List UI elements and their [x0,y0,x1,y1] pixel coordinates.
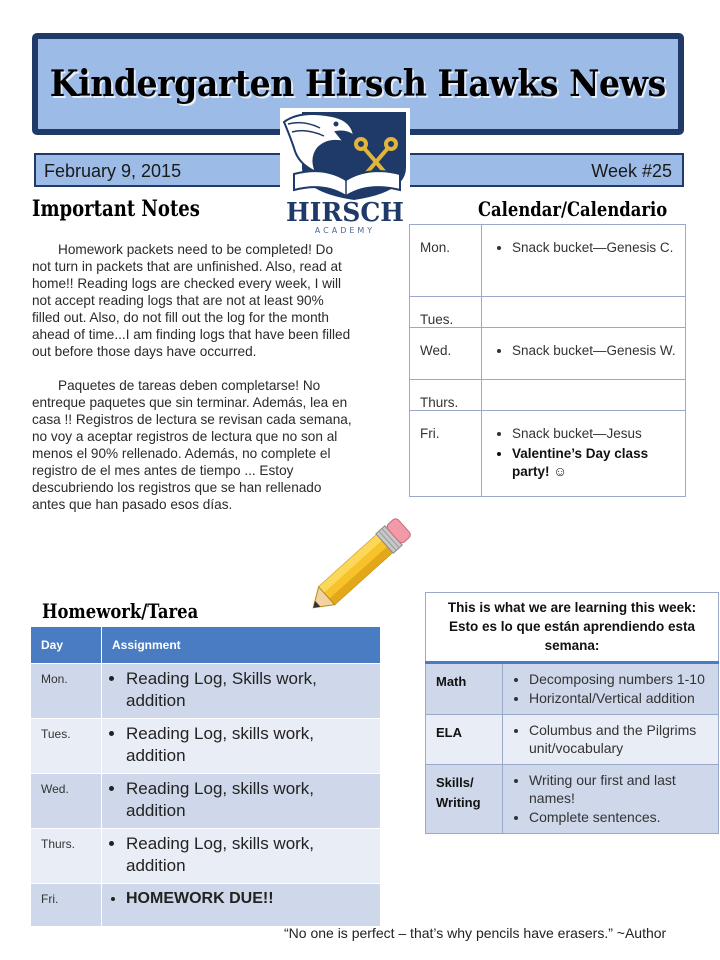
learning-row [426,663,719,715]
learning-topic-list [503,771,712,826]
homework-col-day: Day [31,627,102,664]
calendar-event: • Snack bucket—Genesis W. [512,342,679,360]
homework-assignment: • Reading Log, skills work, addition [126,778,376,822]
logo-subtitle: ACADEMY [314,226,376,235]
calendar-event-list [482,342,679,360]
learning-row [426,715,719,765]
hirsch-academy-logo [280,108,410,236]
homework-assignment-cell [102,884,381,927]
homework-day: Mon. [31,664,102,719]
homework-row [31,774,381,829]
calendar-row [410,380,686,411]
newsletter-title: Kindergarten Hirsch Hawks News [49,63,667,105]
learning-topic: • Columbus and the Pilgrims unit/vocabulary [529,721,712,757]
homework-assignment: • Reading Log, skills work, addition [126,723,376,767]
homework-assignment: • Reading Log, skills work, addition [126,833,376,877]
notes-paragraph-spanish: Paquetes de tareas deben completarse! No entreque paquetes que sin terminar. Además, lea en casa !! Registros de lectura se revisan cada semana, no voy a aceptar registros de lectura que no son al menos el 90% rellenado. Además, no complete el registro de el mes antes de tiempo ... Estoy descubriendo los registros que se han rellenado antes que han pasado esos días. [32,378,352,512]
learning-header-english: This is what we are learning this week: [447,600,697,615]
calendar-events [482,297,686,328]
homework-assignment-cell [102,664,381,719]
learning-topic: • Decomposing numbers 1-10 [529,670,712,688]
calendar-day: Thurs. [410,380,482,411]
calendar-day: Mon. [410,225,482,297]
week-number: Week #25 [591,161,672,181]
homework-day: Fri. [31,884,102,927]
calendar-table [409,224,686,497]
learning-topic-list [503,721,712,757]
homework-assignment-list [108,888,376,910]
learning-topics [503,765,719,834]
calendar-heading: Calendar/Calendario [478,197,668,221]
calendar-events [482,225,686,297]
calendar-event-list [482,425,679,481]
important-notes-body [32,241,354,530]
homework-assignment-list [108,668,376,712]
homework-row [31,829,381,884]
learning-topics [503,663,719,715]
homework-row [31,884,381,927]
learning-topic-list [503,670,712,707]
calendar-row [410,411,686,497]
learning-subject: ELA [426,715,503,765]
homework-assignment-list [108,778,376,822]
pencil-icon [298,510,422,625]
calendar-event: • Snack bucket—Jesus [512,425,679,443]
calendar-row [410,328,686,380]
issue-date: February 9, 2015 [44,161,182,181]
homework-row [31,664,381,719]
learning-topic: • Writing our first and last names! [529,771,712,807]
footer-quote: “No one is perfect – that’s why pencils have erasers.” ~Author [284,925,667,941]
homework-assignment: • HOMEWORK DUE!! [126,888,376,910]
homework-assignment-list [108,833,376,877]
hawk-crest-icon [280,108,410,236]
calendar-day: Tues. [410,297,482,328]
homework-assignment: • Reading Log, Skills work, addition [126,668,376,712]
learning-subject: Math [426,663,503,715]
learning-topic: • Complete sentences. [529,808,712,826]
homework-heading: Homework/Tarea [42,599,199,623]
homework-assignment-list [108,723,376,767]
pencil-illustration [298,510,422,625]
calendar-events [482,411,686,497]
learning-header [426,593,719,663]
learning-header-spanish: Esto es lo que están aprendiendo esta semana: [448,619,696,653]
learning-subject: Skills/ Writing [426,765,503,834]
homework-table [31,627,381,926]
logo-name: HIRSCH [286,198,404,228]
homework-assignment-cell [102,829,381,884]
calendar-events [482,328,686,380]
calendar-day: Wed. [410,328,482,380]
homework-day: Wed. [31,774,102,829]
homework-row [31,719,381,774]
learning-header-row [426,593,719,663]
calendar-day: Fri. [410,411,482,497]
learning-row [426,765,719,834]
calendar-row [410,297,686,328]
learning-table [425,592,719,834]
homework-col-assignment: Assignment [102,627,381,664]
learning-topics [503,715,719,765]
homework-header-row [31,627,381,664]
calendar-event: • Snack bucket—Genesis C. [512,239,679,257]
homework-day: Thurs. [31,829,102,884]
calendar-event-list [482,239,679,257]
calendar-row [410,225,686,297]
important-notes-heading: Important Notes [32,196,200,222]
homework-assignment-cell [102,774,381,829]
homework-assignment-cell [102,719,381,774]
homework-day: Tues. [31,719,102,774]
learning-topic: • Horizontal/Vertical addition [529,689,712,707]
calendar-events [482,380,686,411]
notes-paragraph-english: Homework packets need to be completed! Do not turn in packets that are unfinished. Also, read at home!! Reading logs are checked every week, I will not accept reading logs that are not at least 90% filled out. Also, do not fill out the log for the month ahead of time...I am finding logs that have been filled out before those days have occurred. [32,242,351,359]
calendar-event: • Valentine’s Day class party! ☺ [512,445,679,481]
